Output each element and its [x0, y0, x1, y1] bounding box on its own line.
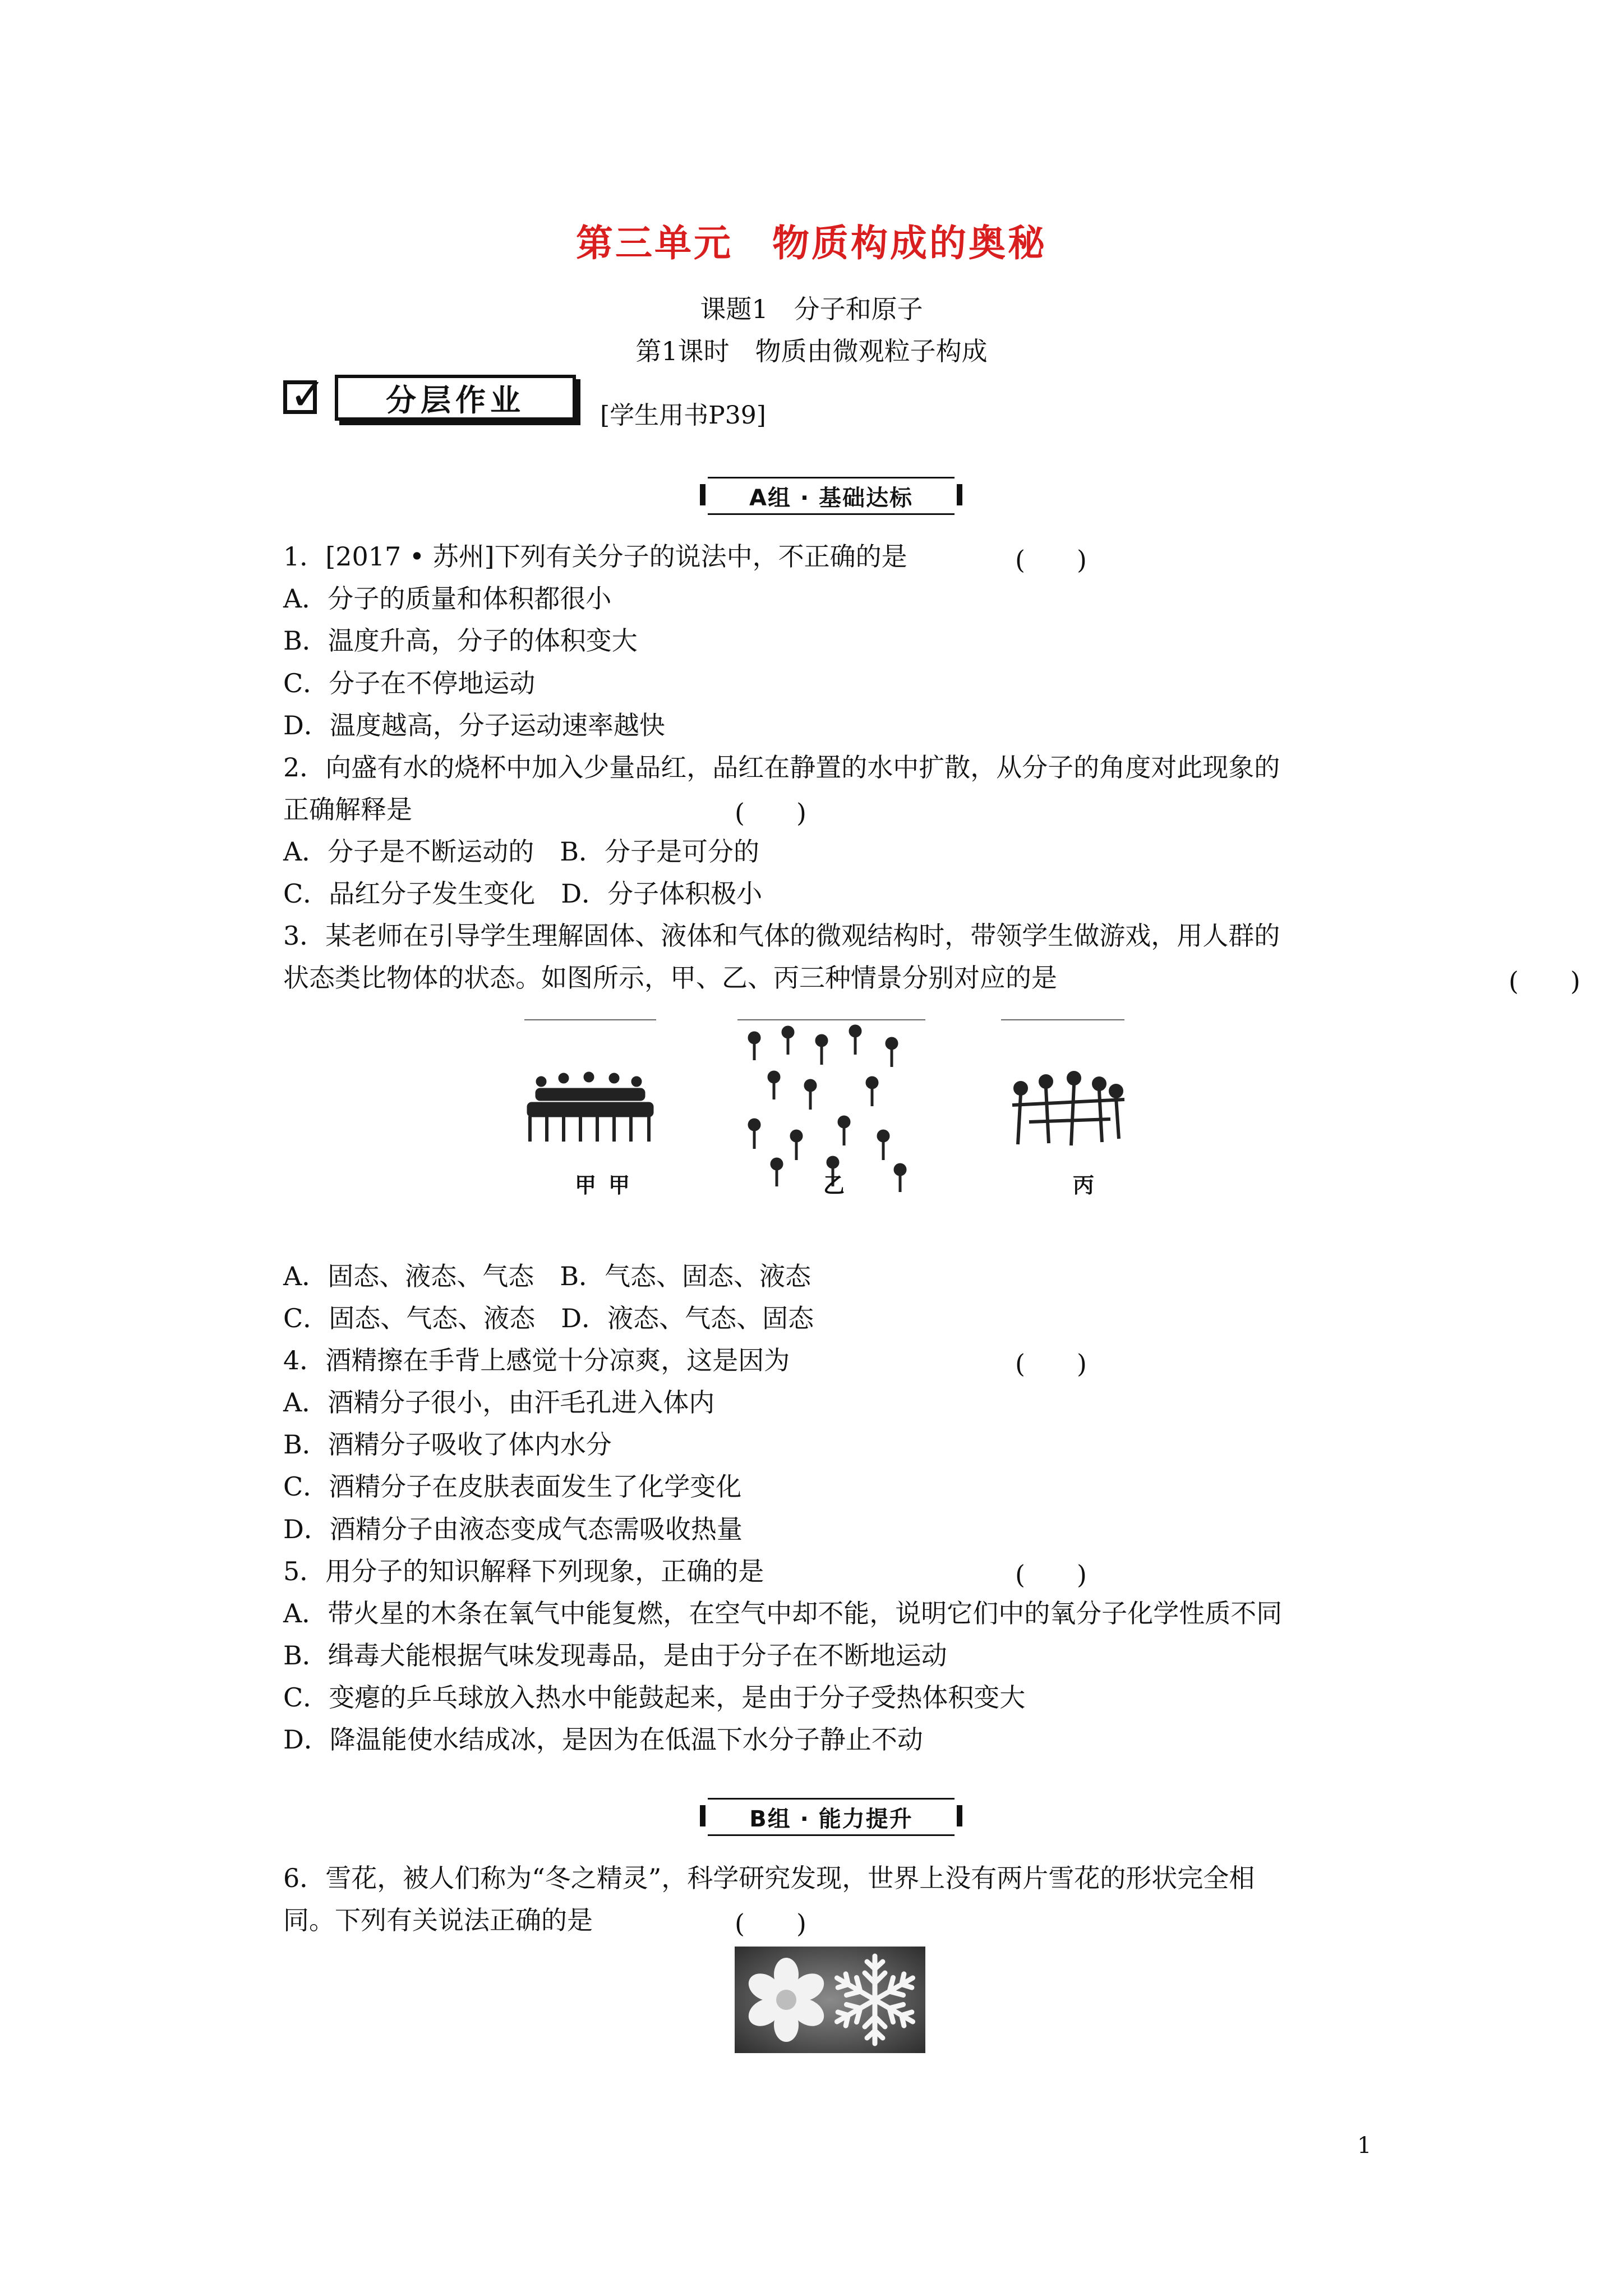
- q1-stem: 1．[2017 • 苏州]下列有关分子的说法中，不正确的是: [283, 541, 907, 572]
- q5-option-d: D．降温能使水结成冰，是因为在低温下水分子静止不动: [283, 1724, 923, 1755]
- group-b-banner: [708, 1798, 955, 1836]
- q4-stem: 4．酒精擦在手背上感觉十分凉爽，这是因为: [283, 1345, 790, 1375]
- q1-option-a: A．分子的质量和体积都很小: [283, 583, 612, 614]
- q5-answer-paren: ( ): [1015, 1559, 1087, 1590]
- checkbox-icon: ✓: [283, 380, 317, 414]
- q2-stem-line1: 2．向盛有水的烧杯中加入少量品红，品红在静置的水中扩散，从分子的角度对此现象的: [283, 752, 1280, 783]
- textbook-reference: [学生用书P39]: [600, 401, 766, 430]
- homework-label: 分层作业: [386, 382, 525, 418]
- group-a-banner: [708, 477, 955, 515]
- fig-label-jia-2: 甲: [608, 1172, 630, 1198]
- group-b-label: B组 · 能力提升: [749, 1806, 913, 1832]
- period-title: 第1课时 物质由微观粒子构成: [635, 336, 988, 366]
- q4-option-a: A．酒精分子很小，由汗毛孔进入体内: [283, 1387, 715, 1418]
- q4-option-c: C．酒精分子在皮肤表面发生了化学变化: [283, 1471, 742, 1502]
- q5-option-c: C．变瘪的乒乓球放入热水中能鼓起来，是由于分子受热体积变大: [283, 1682, 1026, 1713]
- fig-label-yi: 乙: [823, 1172, 845, 1198]
- q6-stem-line2: 同。下列有关说法正确的是: [283, 1905, 593, 1935]
- q3-stem-line2: 状态类比物体的状态。如图所示，甲、乙、丙三种情景分别对应的是: [283, 963, 1057, 993]
- q1-option-d: D．温度越高，分子运动速率越快: [283, 710, 665, 740]
- q1-option-b: B．温度升高，分子的体积变大: [283, 625, 638, 656]
- q5-stem: 5．用分子的知识解释下列现象，正确的是: [283, 1556, 764, 1586]
- fig-label-bing: 丙: [1073, 1172, 1095, 1198]
- q2-answer-paren: ( ): [735, 798, 806, 828]
- q1-option-c: C．分子在不停地运动: [283, 668, 536, 698]
- q6-answer-paren: ( ): [735, 1908, 806, 1939]
- q5-option-b: B．缉毒犬能根据气味发现毒品，是由于分子在不断地运动: [283, 1640, 947, 1671]
- q3-stem-line1: 3．某老师在引导学生理解固体、液体和气体的微观结构时，带领学生做游戏，用人群的: [283, 921, 1280, 951]
- q4-option-d: D．酒精分子由液态变成气态需吸收热量: [283, 1514, 743, 1544]
- snowflake-image: [735, 1947, 925, 2053]
- q4-answer-paren: ( ): [1015, 1349, 1087, 1379]
- q2-options-ab: A．分子是不断运动的 B．分子是可分的: [283, 836, 760, 867]
- liquid-crowd-bing: [1012, 1073, 1124, 1145]
- q3-answer-paren: ( ): [1509, 966, 1580, 996]
- page-number: 1: [1357, 2133, 1372, 2159]
- crowd-states-figure: [519, 1015, 1141, 1200]
- fig-label-jia-1: 甲: [575, 1172, 597, 1198]
- snowflake-icon: [735, 1947, 925, 2053]
- q6-stem-line1: 6．雪花，被人们称为“冬之精灵”，科学研究发现，世界上没有两片雪花的形状完全相: [283, 1863, 1255, 1893]
- q2-options-cd: C．品红分子发生变化 D．分子体积极小: [283, 878, 763, 909]
- q2-stem-line2: 正确解释是: [283, 794, 412, 825]
- q5-option-a: A．带火星的木条在氧气中能复燃，在空气中却不能，说明它们中的氧分子化学性质不同: [283, 1598, 1283, 1628]
- solid-crowd-jia: [527, 1072, 653, 1142]
- gas-crowd-yi: [749, 1026, 905, 1192]
- q3-options-ab: A．固态、液态、气态 B．气态、固态、液态: [283, 1261, 811, 1291]
- group-a-label: A组 · 基础达标: [749, 485, 913, 511]
- homework-label-box: [335, 375, 576, 421]
- unit-title: 第三单元 物质构成的奥秘: [576, 221, 1047, 265]
- q1-answer-paren: ( ): [1015, 545, 1087, 575]
- q4-option-b: B．酒精分子吸收了体内水分: [283, 1429, 612, 1460]
- q3-options-cd: C．固态、气态、液态 D．液态、气态、固态: [283, 1303, 814, 1333]
- lesson-title: 课题1 分子和原子: [700, 294, 923, 324]
